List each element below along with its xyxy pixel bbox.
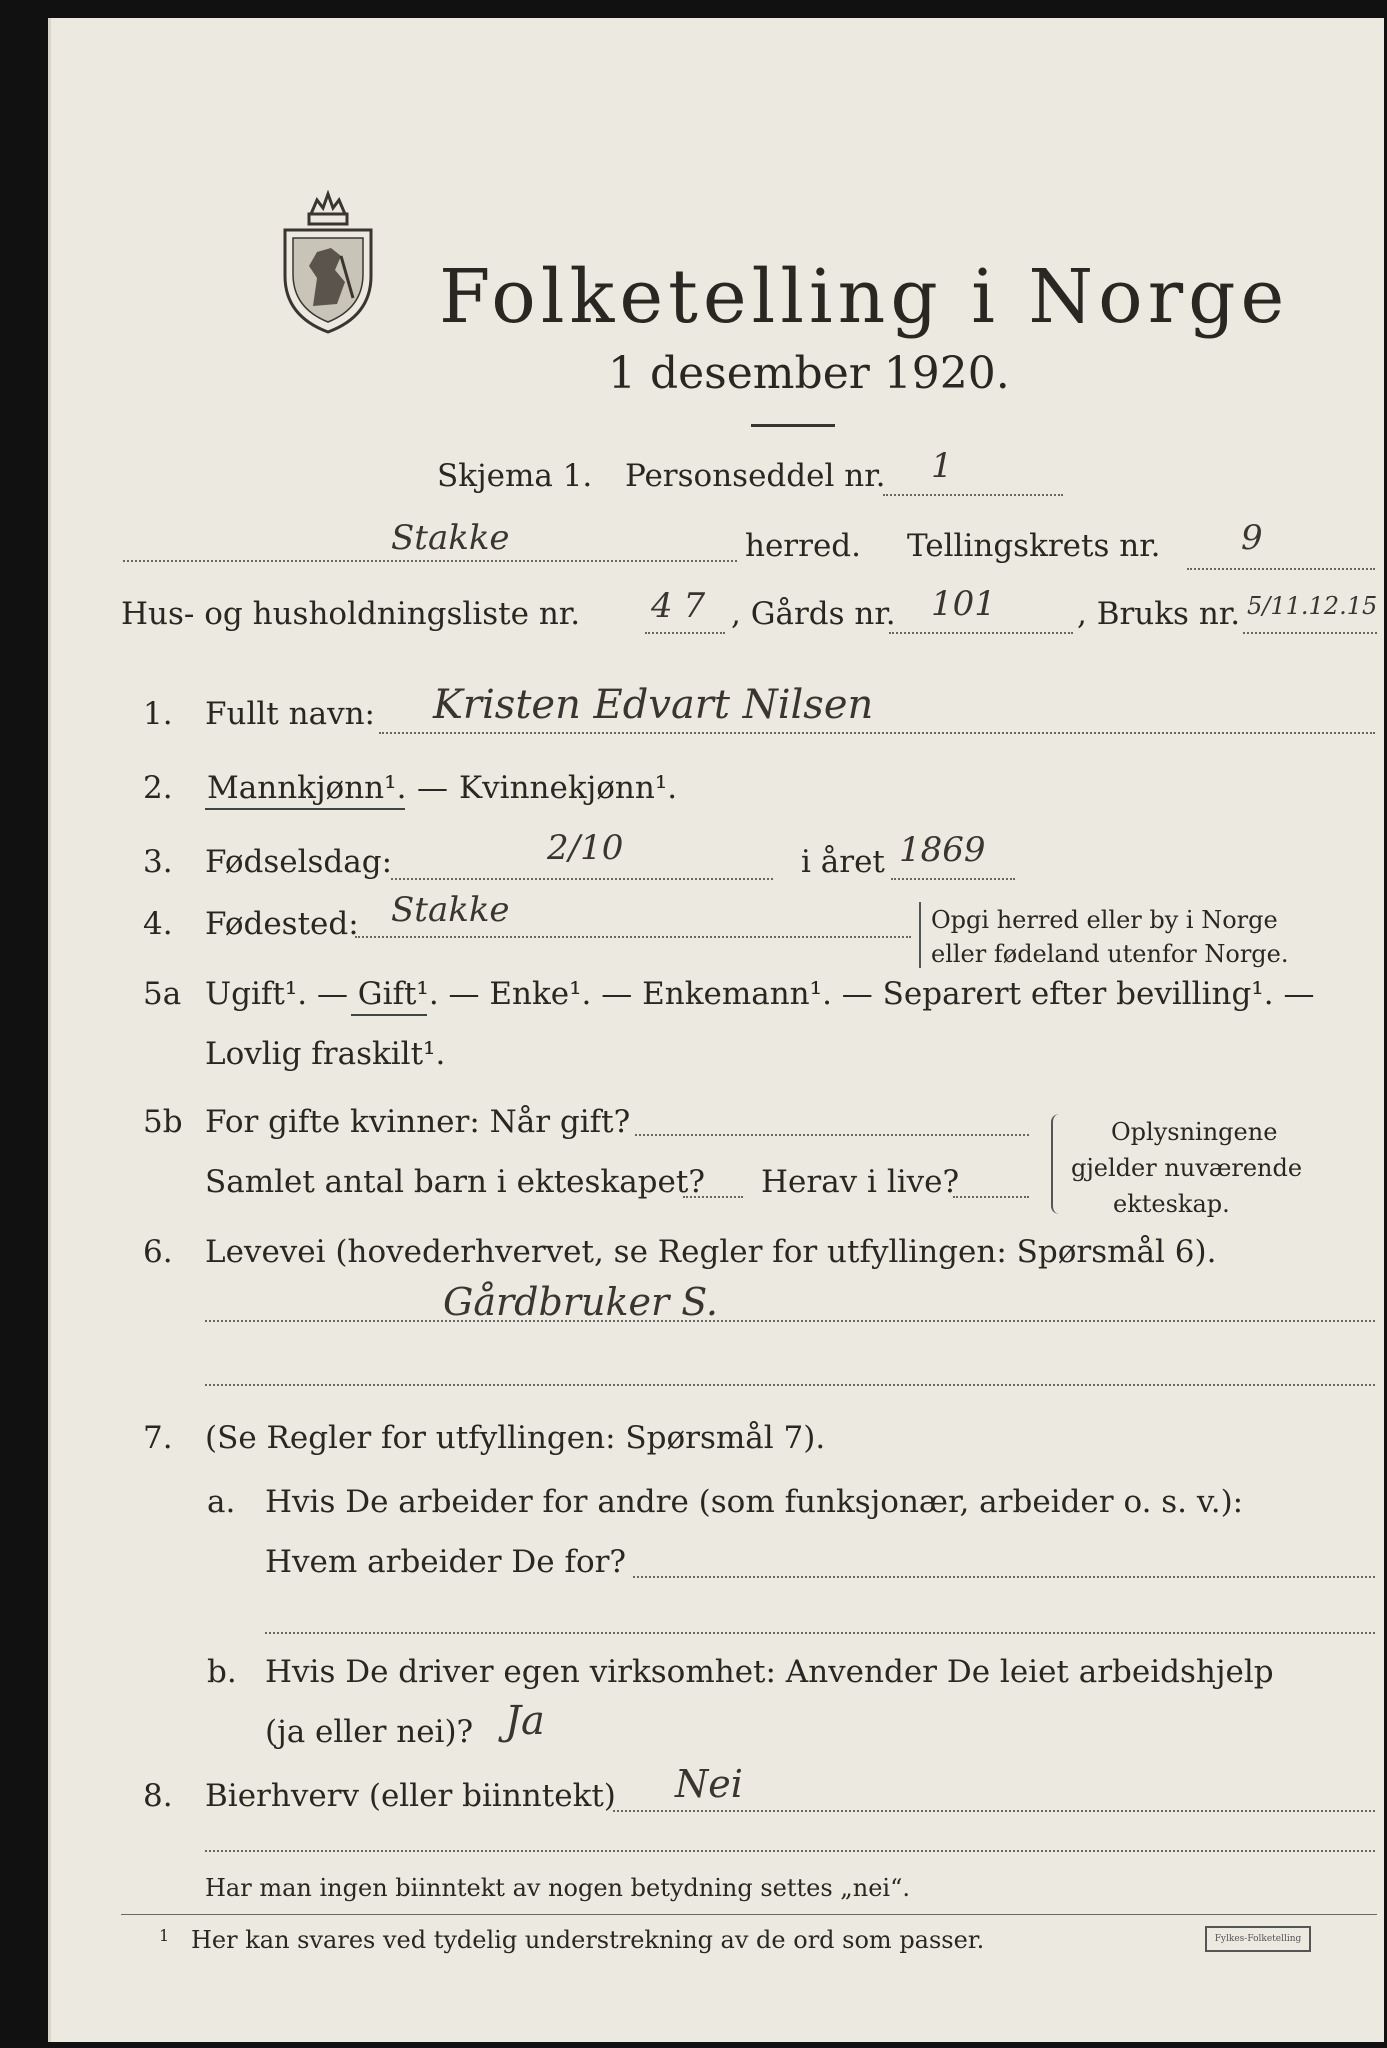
q4-note-brace — [919, 902, 925, 968]
coat-of-arms-icon — [273, 186, 383, 340]
q7a-label-2: Hvem arbeider De for? — [265, 1544, 627, 1580]
footnote-divider — [121, 1914, 1377, 1915]
q3-line — [391, 878, 773, 880]
q5b-number: 5b — [143, 1104, 183, 1140]
q7b-label: Hvis De driver egen virksomhet: Anvender De leiet arbeidshjelp — [265, 1654, 1274, 1690]
q8-label: Bierhverv (eller biinntekt) — [205, 1778, 616, 1814]
q1-number: 1. — [143, 696, 173, 732]
q5a-options: Ugift¹. — Gift¹. — Enke¹. — Enkemann¹. — Separert efter bevilling¹. — — [205, 976, 1315, 1012]
q4-note-1: Opgi herred eller by i Norge — [931, 906, 1278, 934]
census-date: 1 desember 1920. — [608, 348, 1010, 399]
q6-occupation: Gårdbruker S. — [443, 1280, 718, 1324]
q1-line — [379, 732, 1375, 734]
tellingskrets-value: 9 — [1241, 518, 1263, 558]
bruks-label: , Bruks nr. — [1077, 596, 1241, 632]
q6-line-1 — [205, 1320, 1375, 1322]
tellingskrets-label: Tellingskrets nr. — [907, 528, 1161, 564]
q5a-gift-underline — [351, 1014, 427, 1016]
husliste-line — [645, 632, 725, 634]
q5b-note-brace — [1051, 1114, 1063, 1214]
q5b-note-2: gjelder nuværende — [1071, 1154, 1303, 1182]
q2-female: Kvinnekjønn¹. — [459, 770, 678, 806]
form-title: Folketelling i Norge — [439, 254, 1290, 340]
q8-number: 8. — [143, 1778, 173, 1814]
gards-label: , Gårds nr. — [731, 596, 896, 632]
q3-year-label: i året — [801, 844, 885, 880]
q8-line-2 — [205, 1850, 1375, 1852]
q1-full-name: Kristen Edvart Nilsen — [433, 682, 874, 728]
q7b-label-2: (ja eller nei)? — [265, 1714, 474, 1750]
q6-label: Levevei (hovederhvervet, se Regler for utfyllingen: Spørsmål 6). — [205, 1234, 1217, 1270]
q7-label: (Se Regler for utfyllingen: Spørsmål 7). — [205, 1420, 826, 1456]
herred-value: Stakke — [391, 518, 510, 558]
personseddel-line — [883, 494, 1063, 496]
q6-number: 6. — [143, 1234, 173, 1270]
q7b-answer: Ja — [505, 1698, 545, 1744]
q5a-options-2: Lovlig fraskilt¹. — [205, 1036, 446, 1072]
q4-note-2: eller fødeland utenfor Norge. — [931, 940, 1289, 968]
q7-number: 7. — [143, 1420, 173, 1456]
q2-male-underline — [205, 808, 405, 810]
q7a-label: Hvis De arbeider for andre (som funksjonær, arbeider o. s. v.): — [265, 1484, 1244, 1520]
bruks-value: 5/11.12.15 — [1247, 592, 1378, 620]
q5a-number: 5a — [143, 976, 182, 1012]
q8-answer: Nei — [675, 1762, 743, 1806]
skjema-label: Skjema 1. — [437, 458, 593, 494]
q4-number: 4. — [143, 906, 173, 942]
q3-year: 1869 — [899, 830, 986, 870]
q6-line-2 — [205, 1384, 1375, 1386]
q2-male: Mannkjønn¹. — [207, 770, 407, 806]
q5b-line — [635, 1134, 1029, 1136]
q5b-children-line — [683, 1196, 743, 1198]
q5b-label: For gifte kvinner: Når gift? — [205, 1104, 631, 1140]
herred-line — [123, 560, 737, 562]
q3-year-line — [891, 878, 1015, 880]
husliste-label: Hus- og husholdningsliste nr. — [121, 596, 581, 632]
title-divider — [751, 424, 835, 427]
printer-stamp — [1205, 1926, 1311, 1952]
q4-line — [355, 936, 911, 938]
q3-number: 3. — [143, 844, 173, 880]
q8-line-1 — [613, 1810, 1375, 1812]
q5b-label-2: Samlet antal barn i ekteskapet? — [205, 1164, 705, 1200]
printer-stamp-text: Fylkes-Folketelling — [1214, 1934, 1302, 1944]
personseddel-label: Personseddel nr. — [625, 458, 886, 494]
q8-note: Har man ingen biinntekt av nogen betydning settes „nei“. — [205, 1874, 910, 1902]
husliste-value: 4 7 — [651, 586, 706, 626]
q3-birthday: 2/10 — [547, 828, 624, 868]
gards-line — [889, 632, 1073, 634]
footnote-mark: 1 — [159, 1926, 170, 1945]
q7a-letter: a. — [207, 1484, 236, 1520]
footnote-text: Her kan svares ved tydelig understrekning av de ord som passer. — [191, 1926, 985, 1954]
q2-number: 2. — [143, 770, 173, 806]
q5b-note-3: ekteskap. — [1113, 1190, 1230, 1218]
gards-value: 101 — [931, 584, 996, 624]
q4-label: Fødested: — [205, 906, 359, 942]
q7a-line-2 — [265, 1632, 1375, 1634]
q7b-letter: b. — [207, 1654, 237, 1690]
q7a-line-1 — [633, 1576, 1375, 1578]
tellingskrets-line — [1187, 568, 1375, 570]
q5b-label-3: Herav i live? — [761, 1164, 960, 1200]
q4-birthplace: Stakke — [391, 890, 510, 930]
q2-separator: — — [417, 770, 448, 806]
q5b-note-1: Oplysningene — [1111, 1118, 1278, 1146]
census-form-sheet — [48, 18, 1384, 2042]
herred-label: herred. — [745, 528, 861, 564]
q3-label: Fødselsdag: — [205, 844, 393, 880]
q1-label: Fullt navn: — [205, 696, 375, 732]
personseddel-value: 1 — [931, 446, 953, 486]
bruks-line — [1243, 632, 1377, 634]
q5b-alive-line — [953, 1196, 1029, 1198]
